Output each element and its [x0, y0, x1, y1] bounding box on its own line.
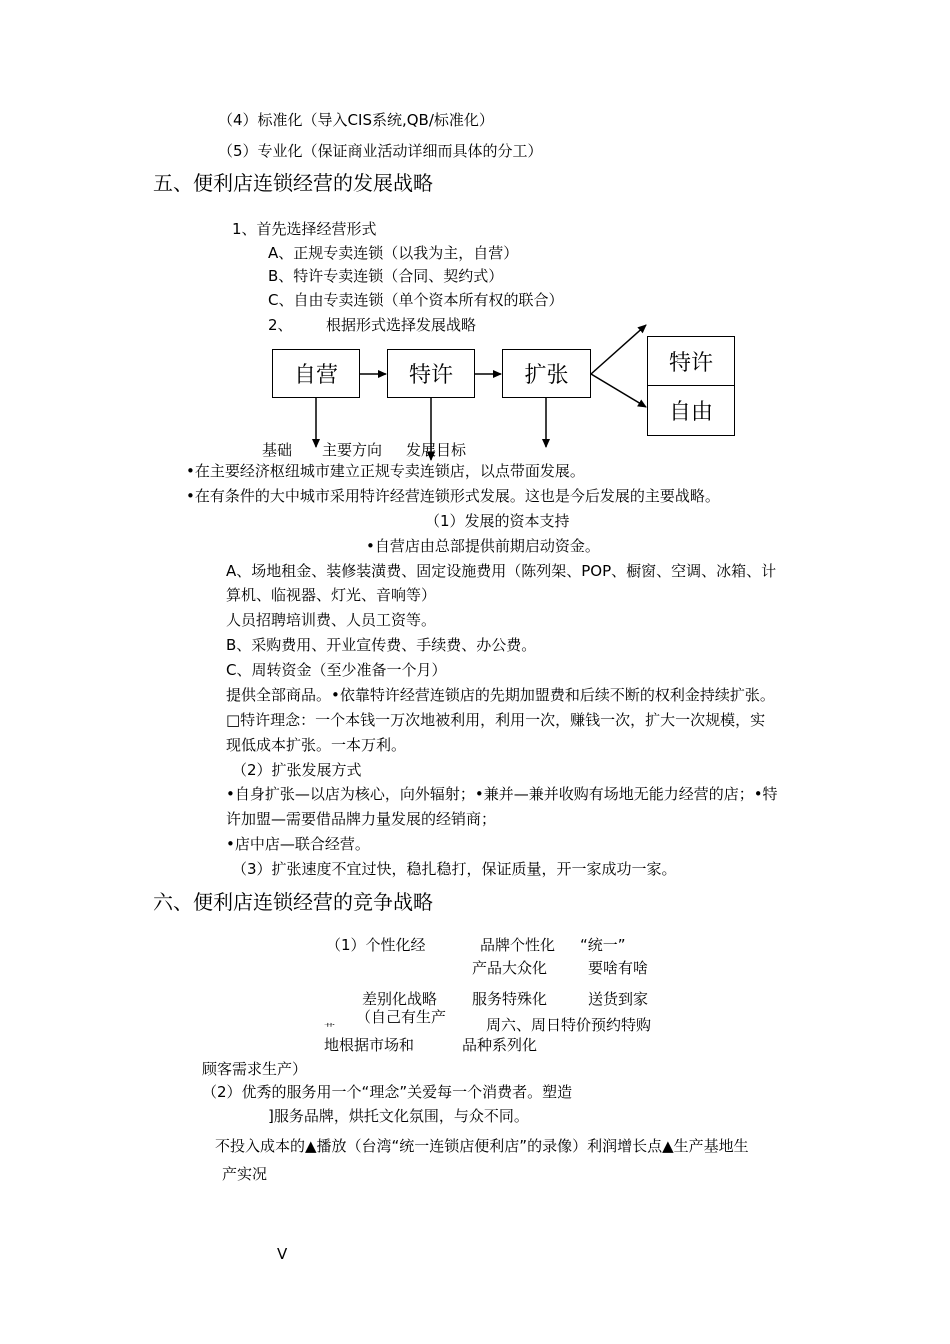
capital-item-a-line1: A、场地租金、装修装潢费、固定设施费用（陈列架、POP、橱窗、空调、冰箱、计: [226, 562, 777, 580]
brand-unified: “统一”: [580, 936, 626, 954]
customer-demand-note: 顾客需求生产）: [202, 1060, 308, 1078]
product-everything-available: 要啥有啥: [588, 959, 649, 977]
list-item-specialization: （5）专业化（保证商业活动详细而具体的分工）: [218, 142, 543, 160]
step1-option-a: A、正规专卖连锁（以我为主，自营）: [268, 244, 519, 262]
product-popularization: 产品大众化: [472, 959, 548, 977]
capital-item-a-line2: 算机、临视器、灯光、音响等）: [226, 586, 437, 604]
bullet-franchise-chain: •在有条件的大中城市采用特许经营连锁形式发展。这也是今后发展的主要战略。: [186, 487, 720, 505]
service-concept-line1: （2）优秀的服务用一个“理念”关爱每一个消费者。塑造: [202, 1083, 573, 1101]
expansion-speed: （3）扩张速度不宜过快，稳扎稳打，保证质量，开一家成功一家。: [232, 860, 677, 878]
box-free-result: 自由: [647, 385, 735, 436]
franchise-concept-line2: 现低成本扩张。一本万利。: [226, 736, 407, 754]
differentiation-strategy: 差别化战略: [362, 990, 438, 1008]
brand-personalization: 品牌个性化: [480, 936, 556, 954]
list-item-standardization: （4）标准化（导入CIS系统,QB/标准化）: [218, 111, 494, 129]
expansion-methods-line1: •自身扩张—以店为核心，向外辐射；•兼并—兼并收购有场地无能力经营的店；•特: [226, 785, 778, 803]
personalization-strategy: （1）个性化经: [326, 936, 426, 954]
section-heading-competitive-strategy: 六、便利店连锁经营的竞争战略: [153, 890, 433, 914]
expansion-methods-line3: •店中店—联合经营。: [226, 835, 370, 853]
step2-title: 根据形式选择发展战略: [326, 316, 477, 334]
footer-mark: V: [277, 1245, 288, 1263]
section-heading-development-strategy: 五、便利店连锁经营的发展战略: [153, 171, 433, 195]
weekend-special-offer: 周六、周日特价预约特购: [486, 1016, 652, 1034]
diagram-label-main-direction: 主要方向: [322, 441, 383, 459]
expansion-methods-line2: 许加盟—需要借品牌力量发展的经销商；: [226, 810, 497, 828]
stray-mark: 艹: [324, 1022, 335, 1035]
no-cost-promotion-line2: 产实况: [222, 1165, 268, 1183]
franchise-concept-line1: □特许理念：一个本钱一万次地被利用，利用一次，赚钱一次，扩大一次规模，实: [226, 711, 766, 729]
box-franchise: 特许: [387, 349, 475, 398]
capital-support-title: （1）发展的资本支持: [425, 512, 570, 530]
capital-item-b: B、采购费用、开业宣传费、手续费、办公费。: [226, 636, 537, 654]
market-based-note: 地根据市场和: [324, 1036, 415, 1054]
service-specialization: 服务特殊化: [472, 990, 548, 1008]
arrow-expand-to-franchise-branch: [591, 325, 646, 374]
step1-title: 1、首先选择经营形式: [232, 220, 377, 238]
box-franchise-result: 特许: [647, 336, 735, 386]
bullet-regular-chain: •在主要经济枢纽城市建立正规专卖连锁店，以点带面发展。: [186, 462, 585, 480]
capital-staff-costs: 人员招聘培训费、人员工资等。: [226, 611, 437, 629]
expansion-methods-title: （2）扩张发展方式: [232, 761, 362, 779]
capital-goods-supply: 提供全部商品。•依靠特许经营连锁店的先期加盟费和后续不断的权利金持续扩张。: [226, 686, 775, 704]
capital-item-c: C、周转资金（至少准备一个月）: [226, 661, 447, 679]
product-series: 品种系列化: [462, 1036, 538, 1054]
diagram-label-goal: 发展目标: [406, 441, 467, 459]
capital-support-subtitle: •自营店由总部提供前期启动资金。: [366, 537, 600, 555]
step1-option-c: C、自由专卖连锁（单个资本所有权的联合）: [268, 291, 564, 309]
arrow-expand-to-free-branch: [591, 374, 646, 407]
box-self-operated: 自营: [272, 349, 360, 398]
diagram-label-basis: 基础: [262, 441, 293, 459]
own-production-note: （自己有生产: [356, 1008, 447, 1026]
home-delivery: 送货到家: [588, 990, 649, 1008]
no-cost-promotion-line1: 不投入成本的▲播放（台湾“统一连锁店便利店”的录像）利润增长点▲生产基地生: [215, 1137, 749, 1155]
box-expansion: 扩张: [502, 349, 591, 398]
step2-number: 2、: [268, 316, 293, 334]
service-concept-line2: ]服务品牌，烘托文化氛围，与众不同。: [268, 1107, 529, 1125]
step1-option-b: B、特许专卖连锁（合同、契约式）: [268, 267, 504, 285]
